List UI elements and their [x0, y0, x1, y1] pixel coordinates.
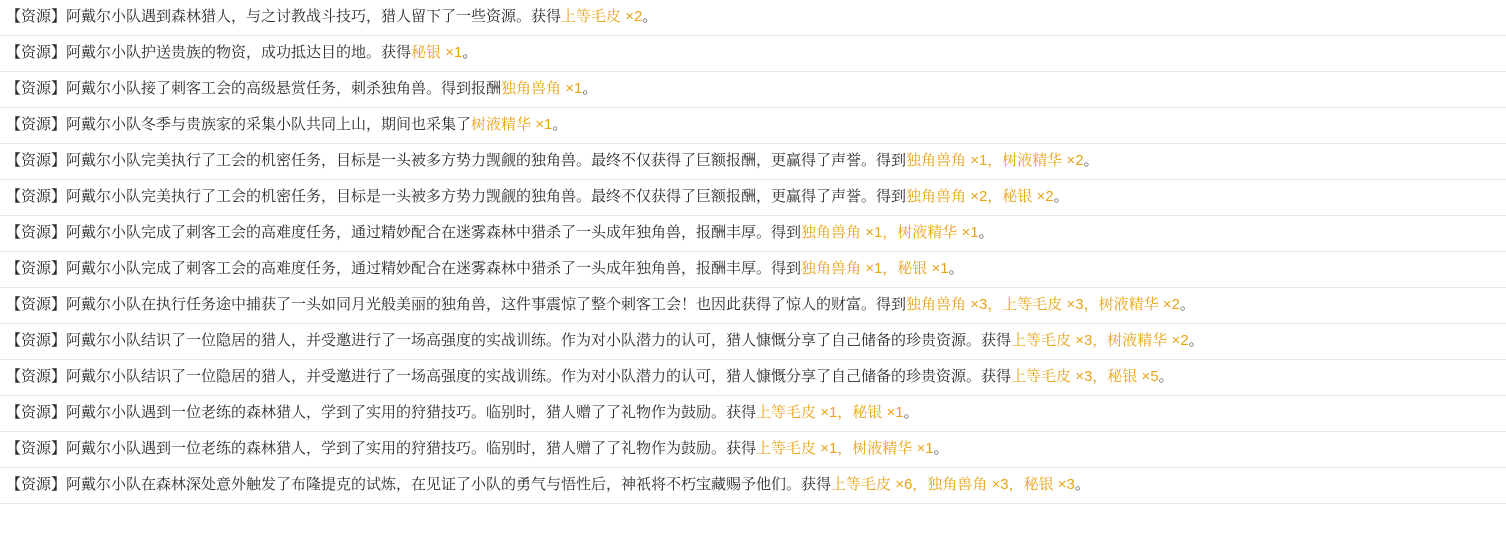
log-entry-tail: 。 [1158, 368, 1174, 385]
log-entry-tag: 【资源】 [6, 260, 67, 277]
log-entry-rewards: 独角兽角 ×1，树液精华 ×2 [906, 152, 1084, 169]
log-entry [0, 108, 1506, 144]
log-entry-text: 阿戴尔小队结识了一位隐居的猎人，并受邀进行了一场高强度的实战训练。作为对小队潜力的认可，猎人慷慨分享了自己储备的珍贵资源。获得 [66, 368, 1012, 385]
log-entry-rewards: 独角兽角 ×1，秘银 ×1 [801, 260, 949, 277]
log-entry [0, 252, 1506, 288]
log-entry-rewards: 树液精华 ×1 [471, 116, 553, 133]
log-entry [0, 360, 1506, 396]
log-entry [0, 36, 1506, 72]
log-entry-tag: 【资源】 [6, 152, 67, 169]
log-entry-rewards: 独角兽角 ×1 [501, 80, 583, 97]
log-entry-text: 阿戴尔小队遇到一位老练的森林猎人，学到了实用的狩猎技巧。临别时，猎人赠了了礼物作为鼓励。获得 [66, 440, 757, 457]
log-entry-tag: 【资源】 [6, 440, 67, 457]
log-entry-tag: 【资源】 [6, 368, 67, 385]
log-entry-text: 阿戴尔小队在执行任务途中捕获了一头如同月光般美丽的独角兽，这件事震惊了整个刺客工会！也因此获得了惊人的财富。得到 [66, 296, 907, 313]
log-entry-text: 阿戴尔小队在森林深处意外触发了布隆提克的试炼，在见证了小队的勇气与悟性后，神祇将不朽宝藏赐予他们。获得 [66, 476, 832, 493]
log-entry [0, 324, 1506, 360]
log-entry-rewards: 上等毛皮 ×6，独角兽角 ×3，秘银 ×3 [831, 476, 1075, 493]
log-entry-tail: 。 [1083, 152, 1099, 169]
log-entry-tag: 【资源】 [6, 224, 67, 241]
log-entry-tag: 【资源】 [6, 476, 67, 493]
log-entry-tail: 。 [552, 116, 568, 133]
log-entry-tail: 。 [1188, 332, 1204, 349]
log-entry-text: 阿戴尔小队完美执行了工会的机密任务，目标是一头被多方势力觊觎的独角兽。最终不仅获得了巨额报酬，更赢得了声誉。得到 [66, 152, 907, 169]
log-entry-text: 阿戴尔小队遇到一位老练的森林猎人，学到了实用的狩猎技巧。临别时，猎人赠了了礼物作为鼓励。获得 [66, 404, 757, 421]
log-entry-rewards: 秘银 ×1 [411, 44, 463, 61]
log-entry-text: 阿戴尔小队结识了一位隐居的猎人，并受邀进行了一场高强度的实战训练。作为对小队潜力的认可，猎人慷慨分享了自己储备的珍贵资源。获得 [66, 332, 1012, 349]
log-entry-tail: 。 [903, 404, 919, 421]
log-entry-tail: 。 [642, 8, 658, 25]
log-entry-tag: 【资源】 [6, 296, 67, 313]
log-entry-tag: 【资源】 [6, 404, 67, 421]
log-entry [0, 144, 1506, 180]
log-entry-tag: 【资源】 [6, 8, 67, 25]
log-entry [0, 216, 1506, 252]
log-entry [0, 72, 1506, 108]
log-entry [0, 432, 1506, 468]
log-entry [0, 468, 1506, 504]
log-entry-tag: 【资源】 [6, 332, 67, 349]
log-entry-text: 阿戴尔小队完美执行了工会的机密任务，目标是一头被多方势力觊觎的独角兽。最终不仅获得了巨额报酬，更赢得了声誉。得到 [66, 188, 907, 205]
log-entry-text: 阿戴尔小队护送贵族的物资，成功抵达目的地。获得 [66, 44, 412, 61]
log-entry-tag: 【资源】 [6, 188, 67, 205]
log-entry-rewards: 上等毛皮 ×3，秘银 ×5 [1011, 368, 1159, 385]
log-entry-rewards: 独角兽角 ×3，上等毛皮 ×3，树液精华 ×2 [906, 296, 1180, 313]
log-entry-text: 阿戴尔小队完成了刺客工会的高难度任务，通过精妙配合在迷雾森林中猎杀了一头成年独角兽，报酬丰厚。得到 [66, 260, 802, 277]
log-entry [0, 396, 1506, 432]
log-entry-text: 阿戴尔小队遇到森林猎人，与之讨教战斗技巧，猎人留下了一些资源。获得 [66, 8, 562, 25]
log-entry-text: 阿戴尔小队完成了刺客工会的高难度任务，通过精妙配合在迷雾森林中猎杀了一头成年独角兽，报酬丰厚。得到 [66, 224, 802, 241]
log-entry-tail: 。 [582, 80, 598, 97]
log-entry-tail: 。 [1053, 188, 1069, 205]
log-entry-rewards: 上等毛皮 ×3，树液精华 ×2 [1011, 332, 1189, 349]
log-entry-rewards: 独角兽角 ×1，树液精华 ×1 [801, 224, 979, 241]
log-entry-tail: 。 [948, 260, 964, 277]
log-entry [0, 180, 1506, 216]
log-entry-text: 阿戴尔小队接了刺客工会的高级悬赏任务，刺杀独角兽。得到报酬 [66, 80, 502, 97]
log-entry-tail: 。 [1179, 296, 1195, 313]
log-entry-tail: 。 [933, 440, 949, 457]
log-entry-tag: 【资源】 [6, 80, 67, 97]
log-entry-tail: 。 [1074, 476, 1090, 493]
log-entry-text: 阿戴尔小队冬季与贵族家的采集小队共同上山，期间也采集了 [66, 116, 472, 133]
log-entry [0, 0, 1506, 36]
log-entry-rewards: 独角兽角 ×2，秘银 ×2 [906, 188, 1054, 205]
log-entry-rewards: 上等毛皮 ×2 [561, 8, 643, 25]
log-entry-tag: 【资源】 [6, 116, 67, 133]
log-entry-rewards: 上等毛皮 ×1，树液精华 ×1 [756, 440, 934, 457]
log-entry [0, 288, 1506, 324]
log-entry-tail: 。 [462, 44, 478, 61]
log-entry-rewards: 上等毛皮 ×1，秘银 ×1 [756, 404, 904, 421]
log-entry-tag: 【资源】 [6, 44, 67, 61]
log-entry-tail: 。 [978, 224, 994, 241]
